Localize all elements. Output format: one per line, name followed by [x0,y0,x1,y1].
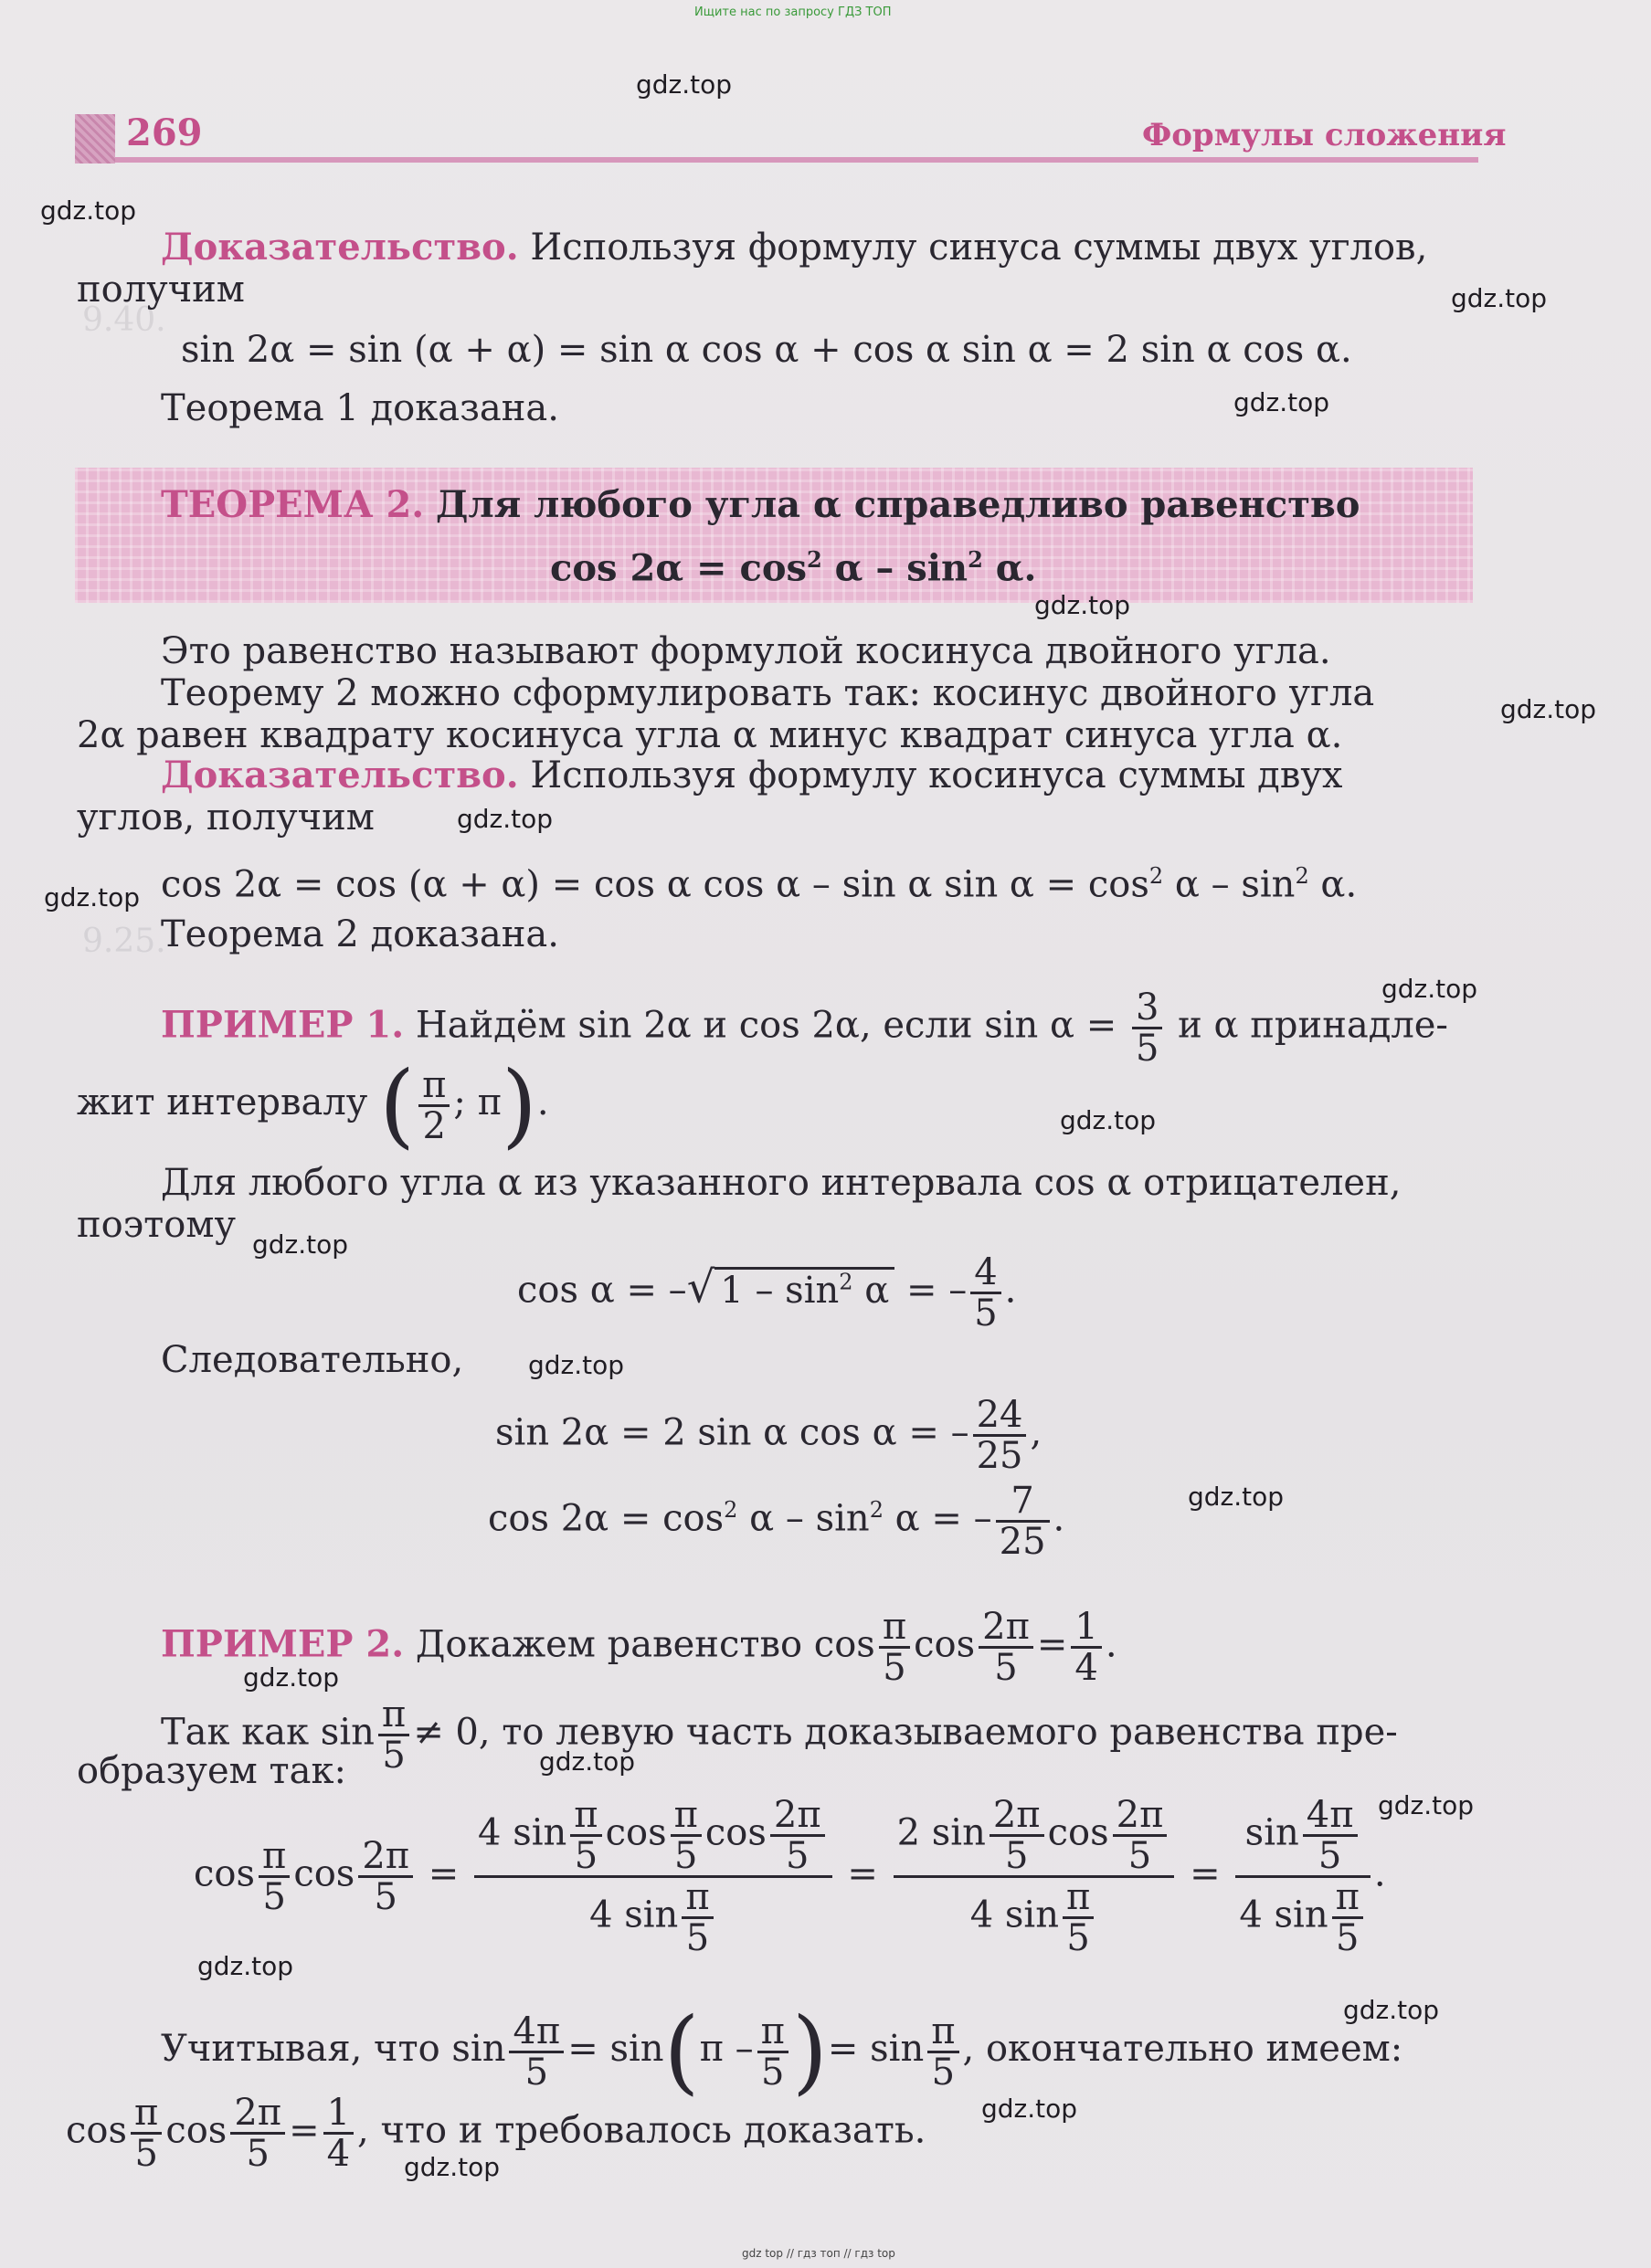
numerator: π [131,2094,162,2135]
equals: = [1036,1623,1068,1666]
paren-open: ( [663,1998,700,2104]
example2-text: Докажем равенство cos [415,1623,875,1666]
proof2-conclusion: Теорема 2 доказана. [161,913,559,955]
numerator: 3 [1132,988,1162,1029]
paren-close: ) [501,1051,537,1158]
denominator: 5 [524,2051,549,2094]
formula-part: cos 2α = cos [550,546,808,590]
header-marker [75,114,115,164]
proof1-label: Доказательство. [161,226,519,269]
denominator: 5 [974,1292,998,1334]
example1-label: ПРИМЕР 1. [161,1003,405,1047]
sqrt-radicand [714,1267,894,1312]
fraction-1-4 [1071,1608,1101,1687]
watermark: gdz.top [1500,694,1597,724]
numerator: 2π [230,2094,285,2135]
numerator: 4π [509,2012,564,2053]
fraction-pi-5 [879,1608,910,1687]
fraction-2pi-5 [979,1608,1033,1687]
equals: = [567,2028,598,2070]
denominator: 5 [761,2051,785,2094]
example2-text: что и требовалось доказать. [380,2109,926,2152]
watermark: gdz.top [1034,590,1131,620]
numerator [1235,1796,1371,1878]
sin-word: sin [870,2028,925,2070]
denominator [894,1878,1175,1957]
equals: = [847,1852,878,1895]
formula-part: α. [982,546,1037,590]
fraction-2pi-5 [230,2094,285,2173]
example2-label: ПРИМЕР 2. [161,1622,405,1666]
proof1-text: Используя формулу синуса суммы двух углов, [530,227,1428,269]
punct: , [962,2028,975,2070]
denominator: 5 [1336,1917,1360,1959]
cos-alpha-formula [517,1253,1016,1333]
equals: = [428,1852,460,1895]
denominator: 5 [1005,1835,1029,1877]
numerator: 2π [1113,1796,1168,1837]
proof1-line2: получим [77,269,245,311]
paragraph-definition: Это равенство называют формулой косинуса двойного угла. [161,630,1331,672]
punct: . [1373,1852,1386,1895]
numerator: 2π [979,1608,1033,1649]
watermark: gdz.top [40,195,137,226]
watermark: gdz.top [44,882,141,912]
fraction-1-4 [323,2094,354,2173]
example1-text: жит интервалу [77,1081,368,1123]
example1-line1 [161,988,1448,1068]
denominator [1235,1878,1371,1957]
formula-part: cos 2α = cos (α + α) = cos α cos α – sin α sin α = cos [161,863,1149,906]
sin2-result [495,1396,1042,1475]
big-fraction-2 [894,1796,1175,1957]
theorem2-line1 [161,484,1360,526]
therefore-text: Следовательно, [161,1339,464,1381]
denominator: 25 [999,1521,1046,1563]
formula-part: 4 sin [589,1894,679,1936]
watermark: gdz.top [636,69,733,100]
numerator [894,1796,1175,1878]
example2-line3: образуем так: [77,1750,346,1792]
punct: . [536,1081,549,1123]
example2-line2 [161,1695,1398,1775]
formula-part: α = – [883,1497,992,1540]
example1-line2 [77,1051,549,1158]
numerator: π [671,1796,702,1837]
punct: , [1030,1411,1042,1454]
formula-part: α – sin [1163,863,1296,906]
fraction-pi-5 [927,2012,958,2092]
watermark: gdz.top [528,1350,625,1380]
numerator: π [259,1837,290,1878]
fraction-pi-5 [1063,1878,1094,1957]
denominator: 5 [374,1876,397,1918]
watermark: gdz.top [197,1951,294,1981]
transformation-chain [194,1796,1386,1957]
cos-word: cos [165,2109,228,2152]
watermark: gdz.top [1060,1105,1157,1135]
example1-text: Найдём sin 2α и cos 2α, если sin α = [415,1004,1117,1047]
numerator: 7 [996,1482,1050,1523]
fraction-2pi-5 [770,1796,825,1875]
big-fraction-1 [474,1796,832,1957]
numerator: 4π [1303,1796,1358,1837]
fraction-4-5 [970,1253,1000,1333]
exponent: 2 [807,546,822,573]
numerator: π [927,2012,958,2053]
fraction-4pi-5 [1303,1796,1358,1875]
denominator: 5 [786,1835,810,1877]
cos-word: cos [914,1623,976,1666]
watermark: gdz.top [539,1746,636,1777]
cos-word: cos [66,2109,128,2152]
watermark: gdz.top [981,2094,1078,2124]
proof1-conclusion: Теорема 1 доказана. [161,387,559,429]
punct: . [1004,1269,1017,1312]
denominator [474,1878,832,1957]
formula-part: cos 2α = cos [488,1497,725,1540]
numerator: π [378,1695,409,1736]
paren-open: ( [379,1051,416,1158]
cos-word: cos [293,1852,355,1895]
numerator: 1 [1071,1608,1101,1649]
fraction-pi-5 [259,1837,290,1916]
numerator: 2π [990,1796,1044,1837]
fraction-2pi-5 [1113,1796,1168,1875]
paren-close: ) [791,1998,828,2104]
formula-part: π – [699,2028,754,2070]
paragraph-reformulation-1: Теорему 2 можно сформулировать так: косинус двойного угла [161,672,1375,714]
numerator: 24 [973,1396,1027,1437]
formula-part: sin 2α = 2 sin α cos α = – [495,1411,969,1454]
exponent: 2 [724,1497,738,1524]
proof2-formula [161,855,1357,905]
numerator [474,1796,832,1878]
formula-part: α. [1308,863,1358,906]
fraction-pi-5 [570,1796,601,1875]
numerator: π [1063,1878,1094,1919]
bleed-through-text [1389,1416,1399,1453]
equals: = [827,2028,859,2070]
denominator: 5 [674,1835,698,1877]
example1-text: и α принадле- [1178,1004,1448,1047]
fraction-24-25 [973,1396,1027,1475]
punct: . [1053,1497,1065,1540]
example2-text: окончательно имеем: [985,2028,1403,2070]
fraction-pi-5 [671,1796,702,1875]
sqrt-sign: √ [686,1261,715,1313]
watermark: gdz.top [1233,387,1330,417]
denominator: 5 [685,1917,710,1959]
formula-part: 1 – sin [720,1269,840,1312]
fraction-pi-2 [418,1063,450,1147]
formula-part: α [852,1269,890,1312]
fraction-pi-5 [131,2094,162,2173]
denominator: 4 [1074,1647,1098,1689]
exponent: 2 [968,546,983,573]
formula-part: 4 sin [969,1894,1059,1936]
watermark: gdz.top [1188,1482,1285,1512]
footer-note: gdz top // гдз топ // гдз top [742,2247,895,2260]
bleed-through-text: 9.25. [82,923,166,960]
punct: . [1105,1623,1117,1666]
page-number: 269 [126,111,203,154]
numerator: 2π [358,1837,413,1878]
bleed-through-text: 9.40. [82,301,166,339]
fraction-3-5 [1132,988,1162,1068]
sin-word: sin [1244,1811,1299,1854]
punct: , [357,2109,369,2152]
proof2-text: Используя формулу косинуса суммы двух [530,754,1343,796]
denominator: 5 [382,1735,406,1777]
fraction-2pi-5 [990,1796,1044,1875]
proof2-line1 [161,754,1342,796]
denominator: 5 [883,1647,906,1689]
denominator: 5 [994,1647,1018,1689]
numerator: π [418,1066,450,1107]
equals: = [289,2109,320,2152]
numerator: π [570,1796,601,1837]
formula-part: α – sin [821,546,968,590]
formula-part: 2 sin [896,1811,986,1854]
fraction-pi-5 [1332,1878,1363,1957]
denominator: 5 [134,2133,158,2175]
example1-line4: поэтому [77,1204,237,1246]
theorem2-formula [550,539,1036,589]
numerator: 4 [970,1253,1000,1294]
example2-text: Учитывая, что sin [161,2028,506,2070]
fraction-7-25 [996,1482,1050,1561]
denominator: 4 [326,2133,351,2175]
cos2-result [488,1482,1064,1561]
numerator: 1 [323,2094,354,2135]
header-rule [115,157,1478,163]
proof2-label: Доказательство. [161,754,519,796]
interval-end: ; π [453,1081,502,1123]
cos-word: cos [605,1811,667,1854]
fraction-pi-5 [682,1878,713,1957]
exponent: 2 [1295,863,1309,889]
theorem2-label: ТЕОРЕМА 2. [161,483,425,526]
formula-part: cos α = – [517,1269,687,1312]
equals: = [1190,1852,1221,1895]
example2-text: Так как sin [161,1711,375,1754]
denominator: 5 [1318,1835,1342,1877]
denominator: 5 [1136,1028,1159,1070]
formula-part: 4 sin [478,1811,567,1854]
denominator: 5 [1127,1835,1152,1877]
denominator: 2 [422,1104,446,1147]
big-fraction-3 [1235,1796,1371,1957]
proof1-formula: sin 2α = sin (α + α) = sin α cos α + cos α sin α = 2 sin α cos α. [181,329,1352,371]
formula-part: 4 sin [1239,1894,1328,1936]
cos-word: cos [194,1852,256,1895]
watermark: gdz.top [1343,1995,1440,2025]
exponent: 2 [1148,863,1164,889]
example1-line3: Для любого угла α из указанного интервала cos α отрицателен, [161,1162,1402,1204]
exponent: 2 [839,1269,853,1295]
watermark: gdz.top [252,1229,349,1260]
denominator: 5 [246,2133,270,2175]
formula-part: = – [894,1269,968,1312]
fraction-4pi-5 [509,2012,564,2092]
numerator: 2π [770,1796,825,1837]
paragraph-reformulation-2: 2α равен квадрату косинуса угла α минус квадрат синуса угла α. [77,714,1343,756]
numerator: π [879,1608,910,1649]
denominator: 5 [1066,1917,1090,1959]
denominator: 5 [574,1835,598,1877]
denominator: 25 [976,1435,1023,1477]
cos-word: cos [1047,1811,1109,1854]
fraction-2pi-5 [358,1837,413,1916]
example2-text: ≠ 0, то левую часть доказываемого равенства пре- [413,1711,1398,1754]
fraction-pi-5 [378,1695,409,1775]
watermark: gdz.top [243,1662,340,1693]
exponent: 2 [869,1497,884,1524]
watermark: gdz.top [1451,283,1548,313]
top-search-note: Ищите нас по запросу ГДЗ ТОП [694,5,892,19]
numerator: π [1332,1878,1363,1919]
numerator: π [682,1878,713,1919]
watermark: gdz.top [1378,1790,1475,1820]
formula-part: α – sin [737,1497,870,1540]
sin-word: sin [609,2028,664,2070]
watermark: gdz.top [404,2152,501,2182]
numerator: π [757,2012,788,2053]
proof1-line1 [161,227,1427,269]
proof2-line2: углов, получим [77,796,375,839]
watermark: gdz.top [457,804,554,834]
section-title: Формулы сложения [1142,117,1507,153]
cos-word: cos [704,1811,767,1854]
fraction-pi-5 [757,2012,788,2092]
denominator: 5 [262,1876,286,1918]
watermark: gdz.top [1381,974,1478,1004]
theorem2-statement: Для любого угла α справедливо равенство [435,483,1360,526]
denominator: 5 [931,2051,956,2094]
